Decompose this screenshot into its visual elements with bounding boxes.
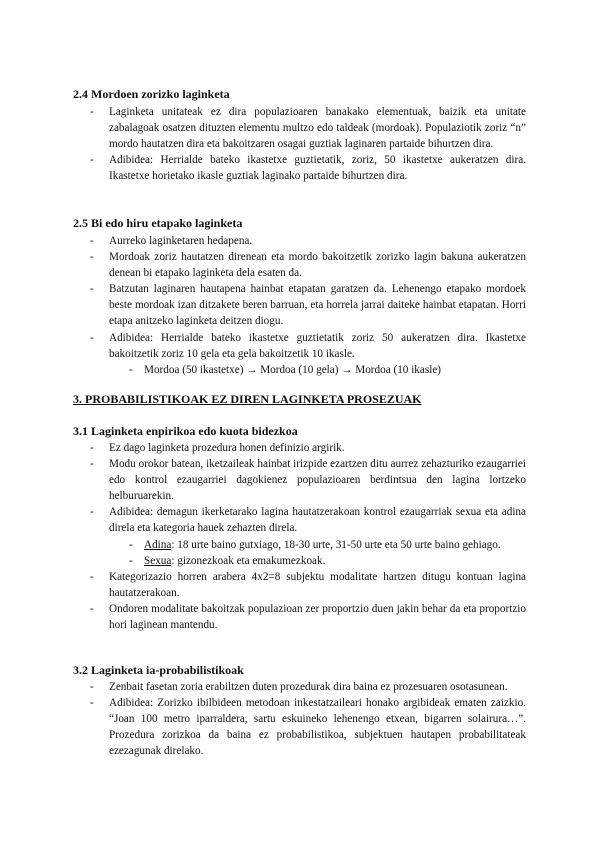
section-heading-3: 3. PROBABILISTIKOAK EZ DIREN LAGINKETA PROSEZUAK xyxy=(73,392,422,406)
list-item: - Modu orokor batean, iketzaileak hainbat irizpide ezartzen ditu aurrez zehazturiko ezaugarriei edo kontrol ezaugarriei dagokienez populazioaren berdintsua den lagina lortzeko helburuarekin. xyxy=(90,458,526,503)
section-2-4-list xyxy=(0,104,600,184)
sub-list-item: - Adina: 18 urte baino gutxiago, 18-30 urte, 31-50 urte eta 50 urte baino gehiago. xyxy=(129,538,501,551)
list-item: - Adibidea: Herrialde bateko ikastetxe guztietatik, zoriz, 50 ikastetxe aukeratzen dira. Ikastetxe horietako ikasle guztiak laginako partaide bihurtzen dira. xyxy=(90,154,526,183)
section-heading-2-4: 2.4 Mordoen zorizko laginketa xyxy=(73,87,230,101)
list-item: - Zenbait fasetan zoria erabiltzen duten prozedurak dira baina ez prozesuaren osotasunean. xyxy=(90,681,508,693)
section-heading-3-1: 3.1 Laginketa enpirikoa edo kuota bidezkoa xyxy=(73,424,298,438)
section-heading-2-5: 2.5 Bi edo hiru etapako laginketa xyxy=(73,216,243,230)
sex-label: Sexua xyxy=(144,554,172,567)
list-item: - Laginketa unitateak ez dira populazioaren banakako elementuak, baizik eta unitate zabalagoak osatzen dituzten elementu multzo edo taldeak (mordoak). Populaziotik zoriz “n” mordo hautatzen dira eta bakoitzaren osagai guztiak laginaren partaide bihurtzen dira. xyxy=(90,106,526,151)
list-item: - Adibidea: Herrialde bateko ikastetxe guztietatik zoriz 50 aukeratzen dira. Ikastetxe bakoitzetik zoriz 10 gela eta gela bakoitzetik 10 ikasle. xyxy=(90,331,526,360)
list-item: - Adibidea: demagun ikerketarako lagina hautatzerakoan kontrol ezaugarriak sexua eta adina direla eta kategoria hauek zehazten direla. xyxy=(90,506,526,535)
list-item: - Batzutan laginaren hautapena hainbat etapatan garatzen da. Lehenengo etapako mordoek beste mordoak izan ditzakete beren barruan, eta horrela jarrai daiteke hainbat etapatan. Horri etapa anitzeko laginketa deitzen diogu. xyxy=(90,283,526,328)
list-item: - Ez dago laginketa prozedura honen definizio argirik. xyxy=(90,442,345,454)
section-3-1-list xyxy=(0,440,600,633)
sub-list-item: - Mordoa (50 ikastetxe) → Mordoa (10 gela) → Mordoa (10 ikasle) xyxy=(129,363,442,376)
age-label: Adina xyxy=(144,538,172,551)
section-heading-3-2: 3.2 Laginketa ia-probabilistikoak xyxy=(73,663,244,677)
list-item: - Adibidea: Zorizko ibilbideen metodoan inkestatzaileari honako argibideak ematen zaizkio. “Joan 100 metro iparraldera, sartu eskuineko lehenengo etxean, bigarren solairura…”. Prozedura zorizkoa da baina ez probabilistikoa, subjektuen hautapen probabilitateak ezezagunak direlako. xyxy=(90,697,526,758)
section-2-5-list xyxy=(0,233,600,378)
list-item: - Mordoak zoriz hautatzen direnean eta mordo bakoitzetik zorizko lagin bakuna aukeratzen denean bi etapako laginketa dela esaten da. xyxy=(90,251,526,280)
sub-list-item: - Sexua: gizonezkoak eta emakumezkoak. xyxy=(129,554,326,567)
list-item: - Kategorizazio horren arabera 4x2=8 subjektu modalitate hartzen ditugu kontuan lagina hautatzerakoan. xyxy=(90,570,526,599)
section-3-2-list xyxy=(0,679,600,759)
list-item: - Ondoren modalitate bakoitzak populazioan zer proportzio duen jakin behar da eta proportzio hori laginean mantendu. xyxy=(90,602,526,632)
list-item: - Aurreko laginketaren hedapena. xyxy=(90,235,253,247)
